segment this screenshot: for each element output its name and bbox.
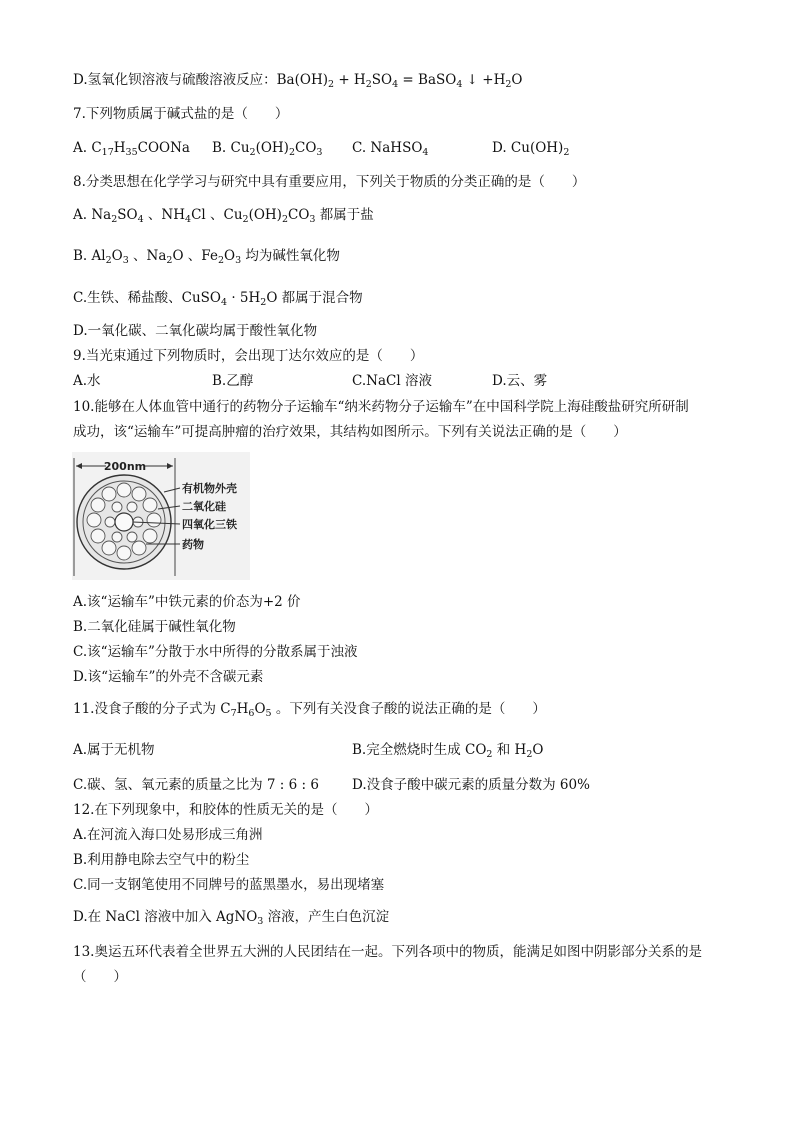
- q6-equation: $Ba(OH)_2 + H_2SO_4$ = BaSO$_4$ ↓ $+H_2O$: [276, 72, 523, 90]
- q8-option-c: C.生铁、稀盐酸、CuSO$_4$ · $5H_2O$ 都属于混合物: [73, 290, 363, 308]
- q12-option-a: A.在河流入海口处易形成三角洲: [73, 827, 263, 843]
- q9-option-d: D.云、雾: [492, 373, 548, 389]
- q12-option-c: C.同一支钢笔使用不同牌号的蓝黑墨水，易出现堵塞: [73, 877, 385, 893]
- q7-option-a: A. $C_{17}H_{35}COONa$: [73, 140, 190, 158]
- q11-option-a: A.属于无机物: [73, 742, 155, 758]
- q13-stem-line1: 13.奥运五环代表着全世界五大洲的人民团结在一起。下列各项中的物质，能满足如图中阴影部分关系的是: [73, 944, 702, 960]
- nano-carrier-diagram: [72, 452, 250, 580]
- fe3o4-core: [115, 513, 133, 531]
- q7-option-d: D. $Cu(OH)_2$: [492, 140, 570, 158]
- q9-option-a: A.水: [73, 373, 101, 389]
- q13-stem-line2: （ ）: [73, 969, 127, 985]
- q11-option-d: D.没食子酸中碳元素的质量分数为 60%: [352, 777, 590, 793]
- label-silica: 二氧化硅: [182, 500, 226, 513]
- q12-stem: 12.在下列现象中，和胶体的性质无关的是（ ）: [73, 802, 378, 818]
- q6-option-d: D.氢氧化钡溶液与硫酸溶液反应：$Ba(OH)_2 + H_2SO_4$ = BaSO$_4$ ↓ $+H_2O$: [73, 72, 523, 90]
- q11-option-c: C.碳、氢、氧元素的质量之比为 7 : 6 : 6: [73, 777, 319, 793]
- nano-carrier-figure: [72, 452, 250, 580]
- scale-label: 200nm: [103, 460, 147, 473]
- q8-option-a: A. $Na_2SO_4$ 、$NH_4Cl$ 、$Cu_2(OH)_2CO_3$ 都属于盐: [73, 207, 374, 225]
- q11-option-b: B.完全燃烧时生成 $CO_2$ 和 $H_2O$: [352, 742, 544, 760]
- q11-stem: 11.没食子酸的分子式为 $C_7H_6O_5$ 。下列有关没食子酸的说法正确的是（ ）: [73, 701, 546, 719]
- q9-stem: 9.当光束通过下列物质时，会出现丁达尔效应的是（ ）: [73, 348, 424, 364]
- label-organic-shell: 有机物外壳: [182, 482, 237, 495]
- q8-option-b: B. $Al_2O_3$ 、$Na_2O$ 、$Fe_2O_3$ 均为碱性氧化物: [73, 248, 340, 266]
- q7-option-c: C. NaHSO$_4$: [352, 140, 429, 158]
- q10-option-c: C.该“运输车”分散于水中所得的分散系属于浊液: [73, 644, 358, 660]
- q8-stem: 8.分类思想在化学学习与研究中具有重要应用，下列关于物质的分类正确的是（ ）: [73, 174, 586, 190]
- q7-option-b: B. $Cu_2(OH)_2CO_3$: [212, 140, 323, 158]
- q7-stem: 7.下列物质属于碱式盐的是（ ）: [73, 106, 289, 122]
- q8-option-d: D.一氧化碳、二氧化碳均属于酸性氧化物: [73, 323, 318, 339]
- q12-option-b: B.利用静电除去空气中的粉尘: [73, 852, 250, 868]
- q10-stem-line2: 成功，该“运输车”可提高肿瘤的治疗效果，其结构如图所示。下列有关说法正确的是（ ）: [73, 424, 627, 440]
- q10-option-b: B.二氧化硅属于碱性氧化物: [73, 619, 236, 635]
- q9-option-c: C.NaCl 溶液: [352, 373, 432, 389]
- q9-option-b: B.乙醇: [212, 373, 254, 389]
- q10-option-a: A.该“运输车”中铁元素的价态为+2 价: [73, 594, 301, 610]
- label-drug: 药物: [182, 538, 204, 551]
- q10-stem-line1: 10.能够在人体血管中通行的药物分子运输车“纳米药物分子运输车”在中国科学院上海硅酸盐研究所研制: [73, 399, 689, 415]
- label-fe3o4: 四氧化三铁: [182, 518, 237, 531]
- q10-option-d: D.该“运输车”的外壳不含碳元素: [73, 669, 264, 685]
- q12-option-d: D.在 NaCl 溶液中加入 AgNO$_3$ 溶液，产生白色沉淀: [73, 909, 390, 927]
